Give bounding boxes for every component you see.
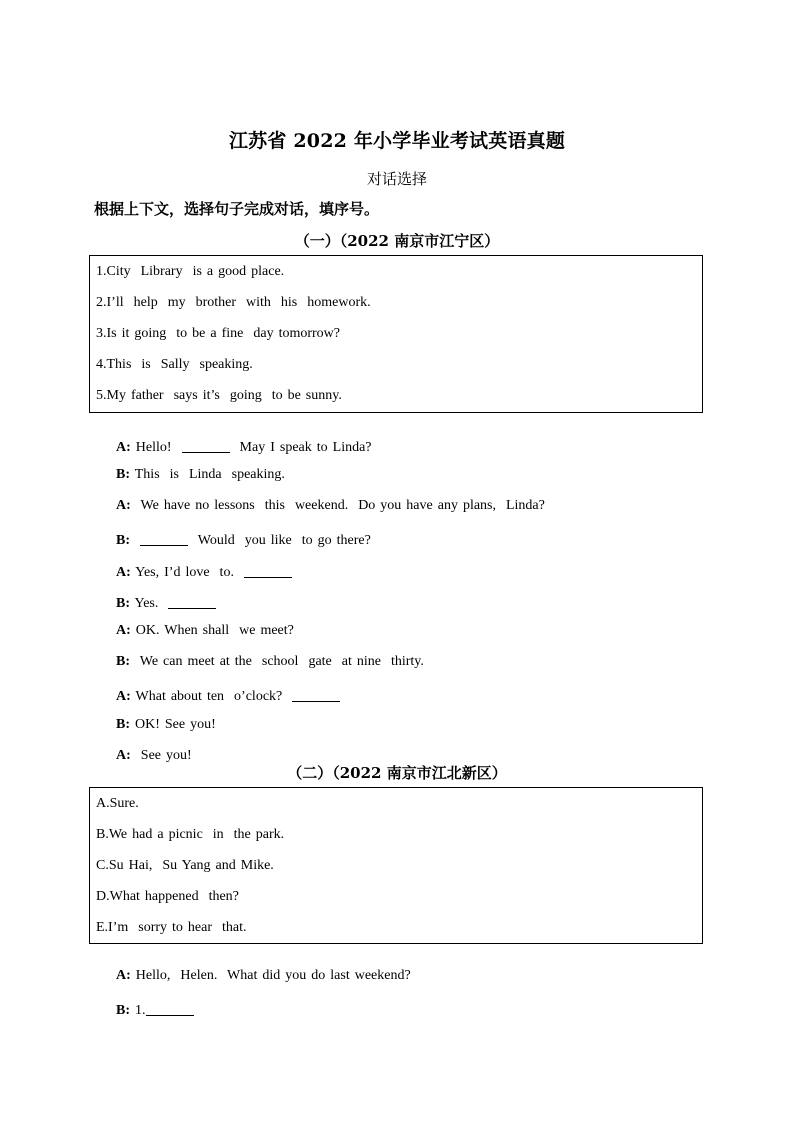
dialogue-text: Hello! (130, 440, 182, 455)
option-item: 4.This is Sally speaking. (96, 357, 253, 372)
dialogue-text: Hello, Helen. What did you do last weekend? (130, 968, 411, 983)
dialogue-text: We can meet at the school gate at nine thirty. (130, 654, 424, 669)
speaker-label: B: (116, 654, 130, 669)
option-item: B.We had a picnic in the park. (96, 827, 285, 842)
option-item: 5.My father says it’s going to be sunny. (96, 388, 342, 403)
option-item: C.Su Hai, Su Yang and Mike. (96, 858, 274, 873)
section-heading-1: （一）（2022 南京市江宁区） (294, 232, 500, 250)
dialogue-text: OK! See you! (130, 717, 216, 732)
speaker-label: B: (116, 717, 130, 732)
dialogue-line (96, 983, 194, 1035)
option-item: 2.I’ll help my brother with his homework. (96, 295, 371, 310)
section-heading-2: （二）（2022 南京市江北新区） (287, 764, 507, 782)
option-item: 3.Is it going to be a fine day tomorrow? (96, 326, 341, 341)
dialogue-text: See you! (130, 748, 192, 763)
speaker-label: A: (116, 498, 131, 513)
dialogue-text: May I speak to Linda? (229, 440, 372, 455)
options-box-2 (89, 787, 703, 944)
speaker-label: A: (116, 623, 131, 638)
speaker-label: B: (116, 467, 130, 482)
option-item: D.What happened then? (96, 889, 239, 904)
dialogue-text: Yes. (130, 596, 169, 611)
answer-blank[interactable] (292, 687, 340, 702)
speaker-label: A: (116, 968, 131, 983)
dialogue-text: What about ten o’clock? (130, 689, 293, 704)
option-item: A.Sure. (96, 796, 139, 811)
speaker-label: B: (116, 596, 130, 611)
dialogue-text: We have no lessons this weekend. Do you have any plans, Linda? (130, 498, 545, 513)
page-title: 江苏省 2022 年小学毕业考试英语真题 (228, 130, 566, 152)
dialogue-text: Would you like to go there? (188, 533, 371, 548)
answer-blank[interactable] (146, 1001, 194, 1016)
answer-blank[interactable] (244, 563, 292, 578)
dialogue-text: This is Linda speaking. (130, 467, 285, 482)
speaker-label: B: (116, 1003, 130, 1018)
speaker-label: A: (116, 440, 131, 455)
option-item: 1.City Library is a good place. (96, 264, 285, 279)
dialogue-text: OK. When shall we meet? (130, 623, 294, 638)
dialogue-text: Yes, I’d love to. (130, 565, 244, 580)
dialogue-text: 1. (130, 1003, 146, 1018)
option-item: E.I’m sorry to hear that. (96, 920, 247, 935)
instruction-text: 根据上下文，选择句子完成对话，填序号。 (94, 200, 380, 218)
speaker-label: A: (116, 748, 131, 763)
page-subtitle: 对话选择 (366, 170, 427, 188)
speaker-label: A: (116, 689, 131, 704)
options-box-1 (89, 255, 703, 413)
answer-blank[interactable] (140, 531, 188, 546)
speaker-label: B: (116, 533, 130, 548)
speaker-label: A: (116, 565, 131, 580)
